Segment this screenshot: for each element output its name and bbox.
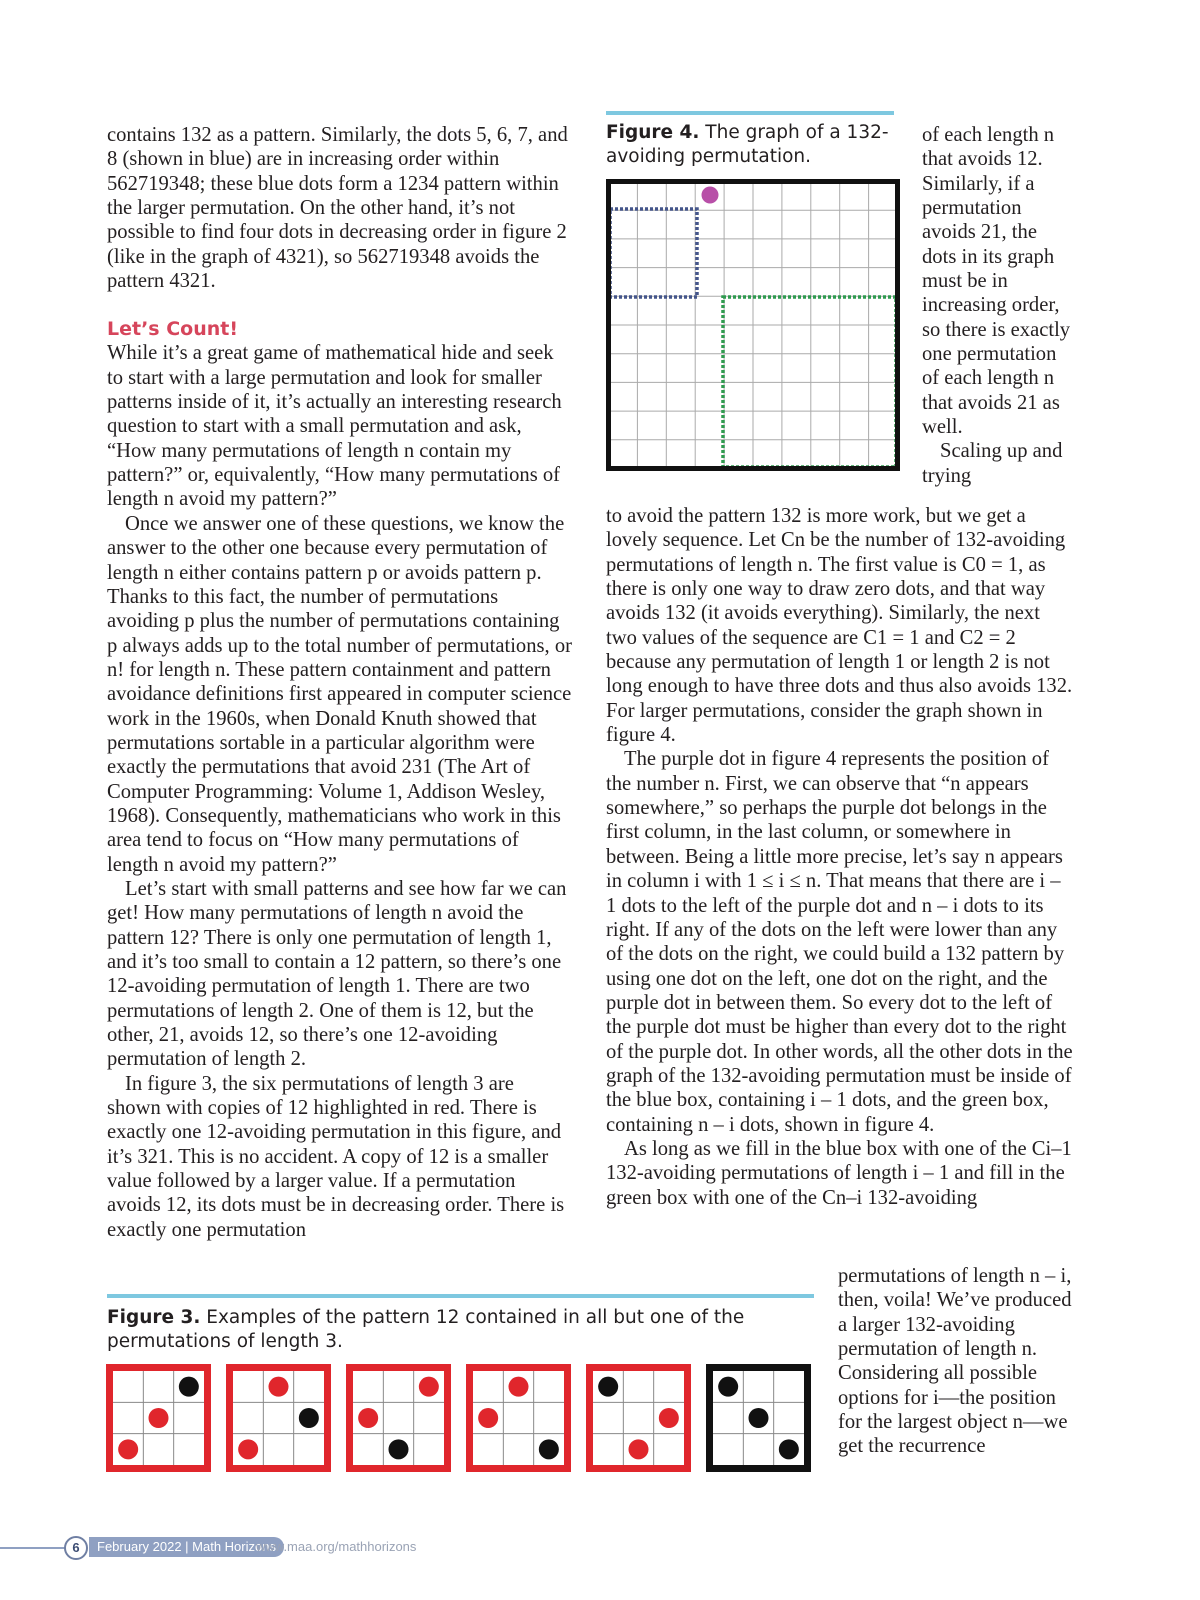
grid (609, 182, 897, 468)
paragraph: of each length n that avoids 12. Similarly, if a permutation avoids 21, the dots in its graph must be in increasing order, so there is exactly one permutation of each length n that avoids 21 as well. (922, 124, 1071, 439)
black-dot (389, 1439, 409, 1459)
paragraph: contains 132 as a pattern. Similarly, the dots 5, 6, 7, and 8 (shown in blue) are in increasing order within 562719348; these blue dots form a 1234 pattern within the larger permutation. On the other hand, it’s not possible to find four dots in decreasing order in figure 2 (like in the graph of 4321), so 562719348 avoids the pattern 4321. (107, 124, 568, 293)
paragraph: While it’s a great game of mathematical hide and seek to start with a large permutation and look for smaller patterns inside of it, it’s actually an interesting research question to start with a small permutation and ask, “How many permutations of length n contain my pattern?” or, equivalently, “How many permutations of length n avoid my pattern?” (107, 342, 562, 511)
right-column (606, 504, 1074, 1210)
figure3-caption (107, 1306, 807, 1354)
red-dot (629, 1439, 649, 1459)
red-dot (269, 1377, 289, 1397)
figure4-rule (606, 111, 894, 115)
red-dot (659, 1408, 679, 1428)
blue-box (610, 209, 697, 297)
figure3-graphs (106, 1364, 816, 1476)
permutation-graph-132 (230, 1368, 328, 1469)
black-dot (779, 1439, 799, 1459)
figure4-caption (606, 121, 896, 169)
permutation-graph-213 (350, 1368, 448, 1469)
paragraph: As long as we fill in the blue box with one of the Ci–1 132-avoiding permutations of length i – 1 and fill in the green box with one of the Cn–i 132-avoiding (606, 1137, 1072, 1209)
black-dot (539, 1439, 559, 1459)
permutation-graph-321 (710, 1368, 808, 1469)
red-dot (478, 1408, 498, 1428)
paragraph: to avoid the pattern 132 is more work, but we get a lovely sequence. Let Cn be the number of 132-avoiding permutations of length n. The first value is C0 = 1, as there is only one way to draw zero dots, and that way avoids 132 (it avoids everything). Similarly, the next two values of the sequence are C1 = 1 and C2 = 2 because any permutation of length 1 or length 2 is not long enough to have three dots and thus also avoids 132. For larger permutations, consider the graph shown in figure 4. (606, 505, 1073, 747)
red-dot (358, 1408, 378, 1428)
section-heading: Let’s Count! (107, 318, 239, 341)
bottom-right-column (838, 1264, 1078, 1459)
figure-label: Figure 3. (107, 1307, 201, 1328)
permutation-graph-123 (110, 1368, 208, 1469)
purple-dot (702, 187, 719, 204)
paragraph: Once we answer one of these questions, we know the answer to the other one because every permutation of length n either contains pattern p or avoids pattern p. Thanks to this fact, the number of permutations avoiding p plus the number of permutations containing p always adds up to the total number of permutations, or n! for length n. These pattern containment and pattern avoidance definitions first appeared in computer science work in the 1960s, when Donald Knuth showed that permutations sortable in a particular algorithm were exactly the permutations that avoid 231 (The Art of Computer Programming: Volume 1, Addison Wesley, 1968). Consequently, mathematicians who work in this area tend to focus on “How many permutations of length n avoid my pattern?” (107, 512, 572, 876)
figure-caption-text: The graph of a 132-avoiding permutation. (606, 122, 889, 167)
paragraph: permutations of length n – i, then, voila! We’ve produced a larger 132-avoiding permutation of length n. Considering all possible options for i—the position for the largest object n—we get the recurrence (838, 1265, 1072, 1458)
figure4-graph (606, 179, 900, 471)
permutation-graph-231 (470, 1368, 568, 1469)
red-dot (149, 1408, 169, 1428)
black-dot (598, 1377, 618, 1397)
side-column (922, 123, 1072, 488)
figure3-rule (107, 1294, 814, 1298)
figure-caption-text: Examples of the pattern 12 contained in all but one of the permutations of length 3. (107, 1307, 745, 1352)
issue-label: February 2022 | Math Horizons (89, 1537, 284, 1557)
red-dot (238, 1439, 258, 1459)
paragraph: The purple dot in figure 4 represents the position of the number n. First, we can observe that “n appears somewhere,” so perhaps the purple dot belongs in the first column, in the last column, or somewhere in between. Being a little more precise, let’s say n appears in column i with 1 ≤ i ≤ n. That means that there are i – 1 dots to the left of the purple dot and n – i dots to its right. If any of the dots on the left were lower than any of the dots on the right, we could build a 132 pattern by using one dot on the left, one dot on the right, and the purple dot in between them. So every dot to the left of the purple dot must be higher than every dot to the right of the purple dot. In other words, all the other dots in the graph of the 132-avoiding permutation must be inside of the blue box, containing i – 1 dots, and the green box, containing n – i dots, shown in figure 4. (606, 748, 1073, 1136)
black-dot (299, 1408, 319, 1428)
paragraph: In figure 3, the six permutations of length 3 are shown with copies of 12 highlighted in red. There is exactly one 12-avoiding permutation in this figure, and it’s 321. This is no accident. A copy of 12 is a smaller value followed by a larger value. If a permutation avoids 12, its dots must be in decreasing order. There is exactly one permutation (107, 1072, 565, 1241)
left-column (107, 123, 572, 1242)
footer-line (0, 1547, 66, 1549)
red-dot (118, 1439, 138, 1459)
black-dot (179, 1377, 199, 1397)
red-dot (419, 1377, 439, 1397)
page-number: 6 (64, 1536, 88, 1560)
figure-label: Figure 4. (606, 122, 700, 143)
black-dot (749, 1408, 769, 1428)
permutation-graph-312 (590, 1368, 688, 1469)
black-dot (718, 1377, 738, 1397)
red-dot (509, 1377, 529, 1397)
paragraph: Scaling up and trying (922, 440, 1063, 487)
paragraph: Let’s start with small patterns and see how far we can get! How many permutations of length n avoid the pattern 12? There is only one permutation of length 1, and it’s too small to contain a 12 pattern, so there’s one 12-avoiding permutation of length 1. There are two permutations of length 2. One of them is 12, but the other, 21, avoids 12, so there’s one 12-avoiding permutation of length 2. (107, 877, 567, 1071)
footer-url: www.maa.org/mathhorizons (256, 1539, 417, 1554)
